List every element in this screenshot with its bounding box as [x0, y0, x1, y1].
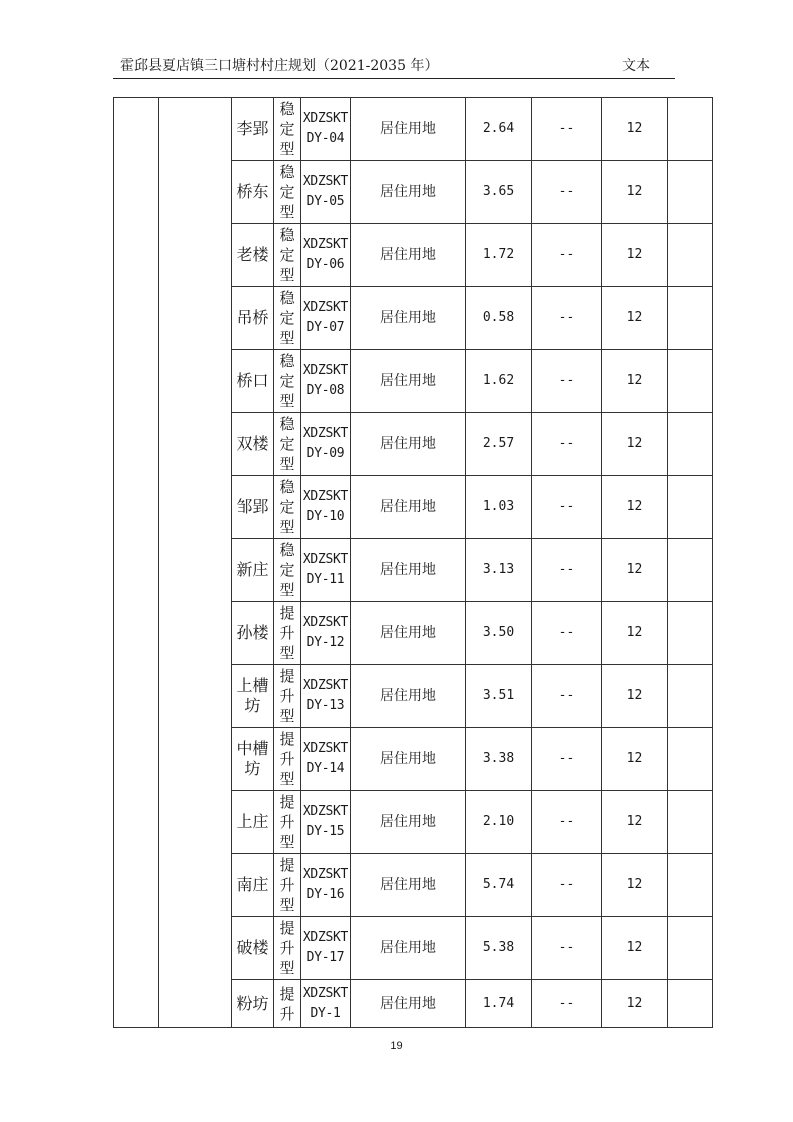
- value-cell: 12: [602, 98, 668, 161]
- village-name-cell: 新庄: [232, 539, 274, 602]
- value-cell: 12: [602, 728, 668, 791]
- land-use-cell: 居住用地: [351, 665, 466, 728]
- empty-value-cell: --: [532, 224, 602, 287]
- value-cell: 12: [602, 917, 668, 980]
- village-type-cell: 稳定型: [274, 161, 301, 224]
- land-use-cell: 居住用地: [351, 161, 466, 224]
- village-name-cell: 桥东: [232, 161, 274, 224]
- remark-cell: [668, 980, 713, 1028]
- land-use-cell: 居住用地: [351, 602, 466, 665]
- table-row: [114, 98, 713, 161]
- village-name-cell: 双楼: [232, 413, 274, 476]
- value-cell: 12: [602, 350, 668, 413]
- remark-cell: [668, 539, 713, 602]
- value-cell: 12: [602, 287, 668, 350]
- value-cell: 12: [602, 665, 668, 728]
- empty-value-cell: --: [532, 917, 602, 980]
- group-cell-2: [159, 98, 232, 1028]
- remark-cell: [668, 413, 713, 476]
- remark-cell: [668, 224, 713, 287]
- area-cell: 2.10: [466, 791, 532, 854]
- plot-code-cell: XDZSKTDY-08: [301, 350, 351, 413]
- land-use-cell: 居住用地: [351, 791, 466, 854]
- remark-cell: [668, 161, 713, 224]
- village-type-cell: 提升型: [274, 728, 301, 791]
- village-name-cell: 吊桥: [232, 287, 274, 350]
- area-cell: 1.72: [466, 224, 532, 287]
- village-name-cell: 邹郢: [232, 476, 274, 539]
- village-name-cell: 上庄: [232, 791, 274, 854]
- village-name-cell: 上槽坊: [232, 665, 274, 728]
- land-use-cell: 居住用地: [351, 728, 466, 791]
- value-cell: 12: [602, 161, 668, 224]
- empty-value-cell: --: [532, 602, 602, 665]
- empty-value-cell: --: [532, 539, 602, 602]
- village-type-cell: 稳定型: [274, 350, 301, 413]
- value-cell: 12: [602, 602, 668, 665]
- land-use-cell: 居住用地: [351, 98, 466, 161]
- plot-code-cell: XDZSKTDY-06: [301, 224, 351, 287]
- area-cell: 3.13: [466, 539, 532, 602]
- village-type-cell: 稳定型: [274, 413, 301, 476]
- page-number: 19: [390, 1040, 403, 1052]
- empty-value-cell: --: [532, 728, 602, 791]
- remark-cell: [668, 287, 713, 350]
- area-cell: 1.74: [466, 980, 532, 1028]
- value-cell: 12: [602, 980, 668, 1028]
- village-name-cell: 南庄: [232, 854, 274, 917]
- empty-value-cell: --: [532, 980, 602, 1028]
- area-cell: 3.50: [466, 602, 532, 665]
- area-cell: 3.65: [466, 161, 532, 224]
- value-cell: 12: [602, 854, 668, 917]
- area-cell: 2.57: [466, 413, 532, 476]
- empty-value-cell: --: [532, 161, 602, 224]
- plot-code-cell: XDZSKTDY-15: [301, 791, 351, 854]
- remark-cell: [668, 854, 713, 917]
- village-name-cell: 中槽坊: [232, 728, 274, 791]
- village-land-use-table: [113, 97, 713, 1028]
- area-cell: 1.62: [466, 350, 532, 413]
- document-title: 霍邱县夏店镇三口塘村村庄规划（2021-2035 年）: [120, 58, 439, 74]
- remark-cell: [668, 917, 713, 980]
- empty-value-cell: --: [532, 854, 602, 917]
- plot-code-cell: XDZSKTDY-14: [301, 728, 351, 791]
- page-header: [113, 54, 675, 78]
- header-divider: [113, 78, 675, 79]
- village-type-cell: 提升型: [274, 854, 301, 917]
- area-cell: 3.51: [466, 665, 532, 728]
- plot-code-cell: XDZSKTDY-13: [301, 665, 351, 728]
- land-use-cell: 居住用地: [351, 224, 466, 287]
- land-use-cell: 居住用地: [351, 413, 466, 476]
- empty-value-cell: --: [532, 287, 602, 350]
- village-type-cell: 提升型: [274, 665, 301, 728]
- village-name-cell: 桥口: [232, 350, 274, 413]
- village-type-cell: 提升型: [274, 602, 301, 665]
- value-cell: 12: [602, 791, 668, 854]
- village-name-cell: 破楼: [232, 917, 274, 980]
- land-use-cell: 居住用地: [351, 350, 466, 413]
- value-cell: 12: [602, 539, 668, 602]
- plot-code-cell: XDZSKTDY-09: [301, 413, 351, 476]
- village-type-cell: 稳定型: [274, 476, 301, 539]
- village-name-cell: 李郢: [232, 98, 274, 161]
- plot-code-cell: XDZSKTDY-1: [301, 980, 351, 1028]
- value-cell: 12: [602, 413, 668, 476]
- empty-value-cell: --: [532, 98, 602, 161]
- land-use-cell: 居住用地: [351, 476, 466, 539]
- land-use-cell: 居住用地: [351, 980, 466, 1028]
- value-cell: 12: [602, 224, 668, 287]
- empty-value-cell: --: [532, 476, 602, 539]
- plot-code-cell: XDZSKTDY-11: [301, 539, 351, 602]
- area-cell: 2.64: [466, 98, 532, 161]
- value-cell: 12: [602, 476, 668, 539]
- village-type-cell: 提升: [274, 980, 301, 1028]
- plot-code-cell: XDZSKTDY-07: [301, 287, 351, 350]
- remark-cell: [668, 98, 713, 161]
- empty-value-cell: --: [532, 791, 602, 854]
- remark-cell: [668, 350, 713, 413]
- section-label: 文本: [622, 58, 650, 74]
- village-type-cell: 稳定型: [274, 539, 301, 602]
- remark-cell: [668, 791, 713, 854]
- remark-cell: [668, 476, 713, 539]
- group-cell-1: [114, 98, 159, 1028]
- area-cell: 0.58: [466, 287, 532, 350]
- land-use-cell: 居住用地: [351, 854, 466, 917]
- land-use-cell: 居住用地: [351, 917, 466, 980]
- village-type-cell: 稳定型: [274, 287, 301, 350]
- remark-cell: [668, 728, 713, 791]
- empty-value-cell: --: [532, 350, 602, 413]
- land-use-cell: 居住用地: [351, 287, 466, 350]
- plot-code-cell: XDZSKTDY-16: [301, 854, 351, 917]
- area-cell: 5.38: [466, 917, 532, 980]
- village-type-cell: 稳定型: [274, 224, 301, 287]
- empty-value-cell: --: [532, 665, 602, 728]
- plot-code-cell: XDZSKTDY-17: [301, 917, 351, 980]
- table-body: [114, 98, 713, 1028]
- area-cell: 5.74: [466, 854, 532, 917]
- plot-code-cell: XDZSKTDY-12: [301, 602, 351, 665]
- village-type-cell: 稳定型: [274, 98, 301, 161]
- village-name-cell: 粉坊: [232, 980, 274, 1028]
- village-type-cell: 提升型: [274, 791, 301, 854]
- land-use-cell: 居住用地: [351, 539, 466, 602]
- empty-value-cell: --: [532, 413, 602, 476]
- remark-cell: [668, 602, 713, 665]
- village-name-cell: 老楼: [232, 224, 274, 287]
- plot-code-cell: XDZSKTDY-04: [301, 98, 351, 161]
- area-cell: 3.38: [466, 728, 532, 791]
- area-cell: 1.03: [466, 476, 532, 539]
- village-name-cell: 孙楼: [232, 602, 274, 665]
- remark-cell: [668, 665, 713, 728]
- plot-code-cell: XDZSKTDY-10: [301, 476, 351, 539]
- village-type-cell: 提升型: [274, 917, 301, 980]
- plot-code-cell: XDZSKTDY-05: [301, 161, 351, 224]
